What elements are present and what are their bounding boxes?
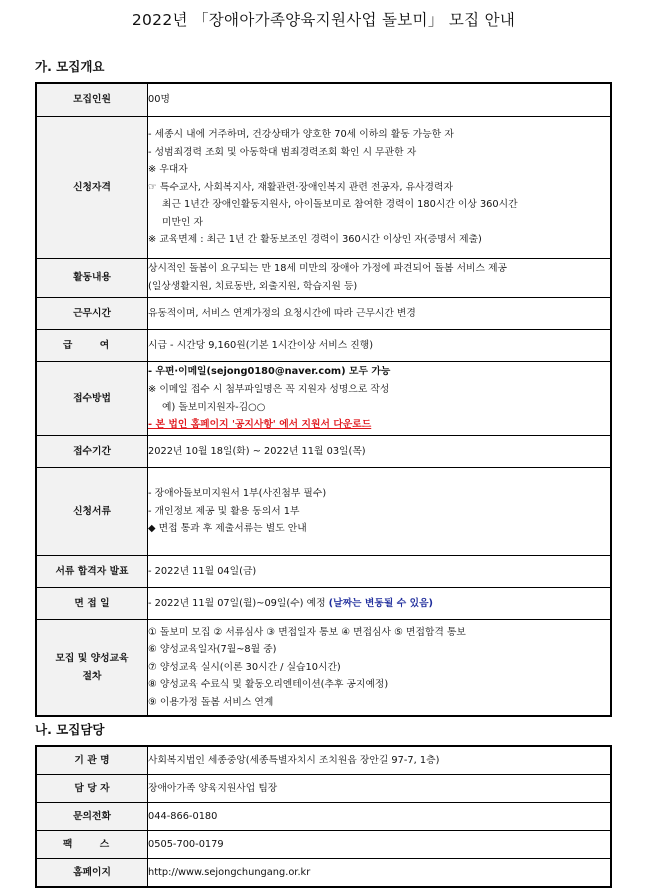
row-label: 서류 합격자 발표 [37, 556, 148, 588]
table-row [37, 859, 611, 887]
row-value: 0505-700-0179 [148, 831, 611, 859]
row-label: 신청자격 [37, 117, 148, 259]
row-label: 신청서류 [37, 468, 148, 556]
date-change-note: (날짜는 변동될 수 있음) [328, 597, 434, 609]
row-label: 활동내용 [37, 259, 148, 298]
row-value: ① 돌보미 모집 ② 서류심사 ③ 면접일자 통보 ④ 면접심사 ⑤ 면접합격 통보 ⑥ 양성교육일자(7월~8월 중) ⑦ 양성교육 실시(이론 30시간 / 실습10시간) ⑧ 양성교육 수료식 및 활동오리엔테이션(추후 공지예정) ⑨ 이용가정 돌봄 서비스 연계 [148, 620, 611, 716]
table-row [37, 259, 611, 298]
table-row [37, 362, 611, 436]
row-label: 모집인원 [37, 84, 148, 117]
row-value: - 2022년 11월 07일(월)~09일(수) 예정 (날짜는 변동될 수 있음) [148, 588, 611, 620]
row-value: 시급 - 시간당 9,160원(기본 1시간이상 서비스 진행) [148, 330, 611, 362]
row-value: 장애아가족 양육지원사업 팀장 [148, 775, 611, 803]
table-row [37, 436, 611, 468]
page-title: 2022년 「장애아가족양육지원사업 돌보미」 모집 안내 [131, 11, 516, 29]
table-row [37, 831, 611, 859]
row-value: - 우편·이메일(sejong0180@naver.com) 모두 가능 ※ 이메일 접수 시 첨부파일명은 꼭 지원자 성명으로 작성 예) 돌보미지원자-김○○ - 본 법인 홈페이지 '공지사항' 에서 지원서 다운로드 [148, 362, 611, 436]
row-label: 문의전화 [37, 803, 148, 831]
row-value: - 2022년 11월 04일(금) [148, 556, 611, 588]
table-row [37, 330, 611, 362]
overview-table [36, 83, 611, 716]
table-row [37, 588, 611, 620]
row-label: 담 당 자 [37, 775, 148, 803]
row-value: - 장애아돌보미지원서 1부(사진첨부 필수) - 개인정보 제공 및 활용 동의서 1부 ◆ 면접 통과 후 제출서류는 별도 안내 [148, 468, 611, 556]
row-label: 기 관 명 [37, 747, 148, 775]
row-value: 상시적인 돌봄이 요구되는 만 18세 미만의 장애아 가정에 파견되어 돌봄 서비스 제공 (일상생활지원, 치료동반, 외출지원, 학습지원 등) [148, 259, 611, 298]
row-label: 면 접 일 [37, 588, 148, 620]
row-value: 044-866-0180 [148, 803, 611, 831]
row-label: 모집 및 양성교육 절차 [37, 620, 148, 716]
row-label: 급 여 [37, 330, 148, 362]
table-row [37, 747, 611, 775]
table-row [37, 468, 611, 556]
homepage-url[interactable]: http://www.sejongchungang.or.kr [148, 859, 611, 887]
table-row [37, 84, 611, 117]
row-label: 팩 스 [37, 831, 148, 859]
table-row [37, 803, 611, 831]
row-label: 근무시간 [37, 298, 148, 330]
row-value: - 세종시 내에 거주하며, 건강상태가 양호한 70세 이하의 활동 가능한 자 - 성범죄경력 조회 및 아동학대 범죄경력조회 확인 시 무관한 자 ※ 우대자 ☞ 특수교사, 사회복지사, 재활관련·장애인복지 관련 전공자, 유사경력자 최근 1년간 장애인활동지원사, 아이돌보미로 참여한 경력이 180시간 이상 360시간 미만인 자 ※ 교육면제 : 최근 1년 간 활동보조인 경력이 360시간 이상인 자(증명서 제출) [148, 117, 611, 259]
table-row [37, 556, 611, 588]
contact-table [36, 746, 611, 887]
row-value: 2022년 10월 18일(화) ~ 2022년 11월 03일(목) [148, 436, 611, 468]
table-row [37, 117, 611, 259]
row-value: 유동적이며, 서비스 연계가정의 요청시간에 따라 근무시간 변경 [148, 298, 611, 330]
table-row [37, 620, 611, 716]
row-label: 접수방법 [37, 362, 148, 436]
table-row [37, 298, 611, 330]
table-row [37, 775, 611, 803]
row-value: 00명 [148, 84, 611, 117]
section-heading-overview: 가. 모집개요 [35, 59, 105, 74]
row-value: 사회복지법인 세종중앙(세종특별자치시 조치원읍 장안길 97-7, 1층) [148, 747, 611, 775]
section-heading-contact: 나. 모집담당 [35, 722, 105, 737]
row-label: 접수기간 [37, 436, 148, 468]
row-label: 홈페이지 [37, 859, 148, 887]
